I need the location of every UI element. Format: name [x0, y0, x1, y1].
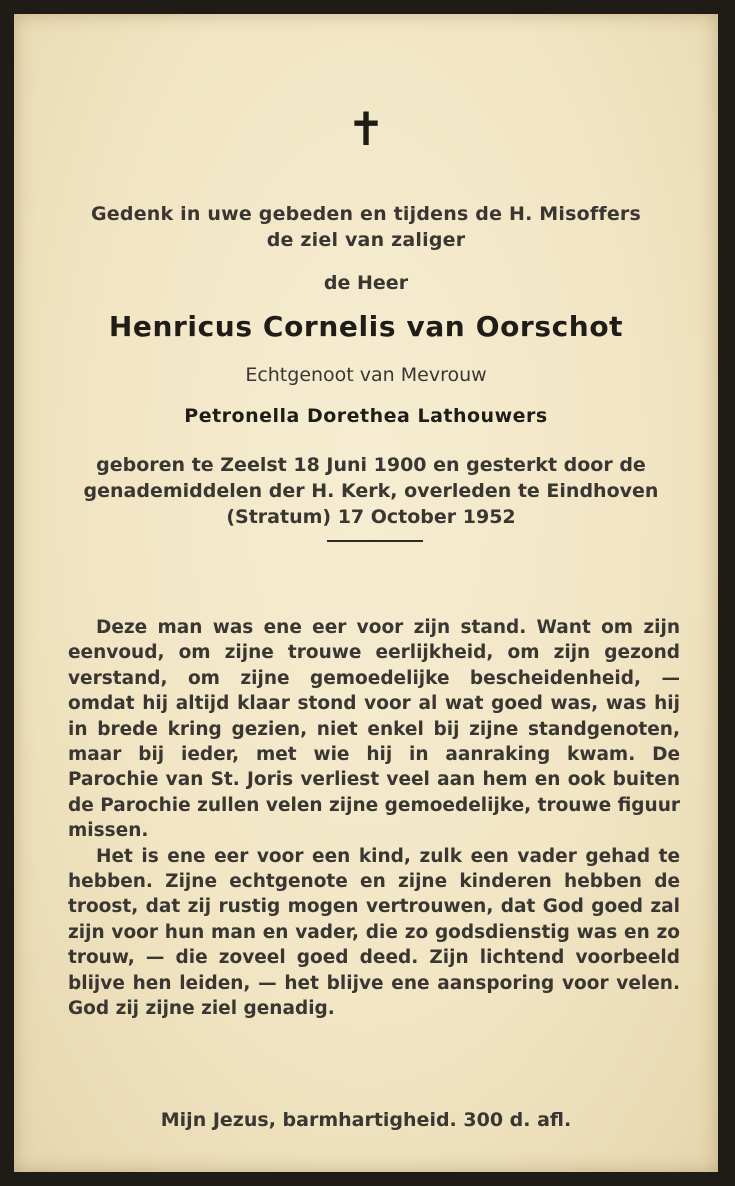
spouse-label: Echtgenoot van Mevrouw	[245, 364, 487, 386]
tribute-paragraph-2: Het is ene eer voor een kind, zulk een vader gehad te hebben. Zijne echtgenote en zijne kinderen hebben de troost, dat zij rustig mogen vertrouwen, dat God goed zal zijn voor hun man en vader, die zo godsdienstig was en zo trouw, — die zoveel goed deed. Zijn lichtend voorbeeld blijve hen leiden, — het blijve ene aansporing voor velen. God zij zijne ziel genadig.	[68, 845, 680, 1020]
life-details: geboren te Zeelst 18 Juni 1900 en gesterkt door de genademiddelen der H. Kerk, overleden te Eindhoven (Stratum) 17 October 1952	[83, 454, 659, 528]
spouse-name: Petronella Dorethea Lathouwers	[184, 405, 548, 427]
deceased-name: Henricus Cornelis van Oorschot	[108, 310, 624, 343]
memorial-card	[14, 14, 718, 1172]
tribute-text	[68, 615, 680, 1022]
tribute-paragraph-1: Deze man was ene eer voor zijn stand. Want om zijn eenvoud, om zijne trouwe eerlijkheid, om zijn gezond verstand, om zijne gemoedelijke bescheidenheid, — omdat hij altijd klaar stond voor al wat goed was, was hij in brede kring gezien, niet enkel bij zijne standgenoten, maar bij ieder, met wie hij in aanraking kwam. De Parochie van St. Joris verliest veel aan hem en ook buiten de Parochie zullen velen zijne gemoedelijke, trouwe figuur missen.	[68, 617, 680, 842]
cross-icon: ✝	[346, 102, 386, 156]
closing-prayer: Mijn Jezus, barmhartigheid. 300 d. afl.	[160, 1109, 572, 1131]
prayer-line-1: Gedenk in uwe gebeden en tijdens de H. Misoffers	[91, 203, 641, 225]
honorific: de Heer	[323, 272, 409, 294]
prayer-heading	[44, 201, 688, 253]
prayer-line-2: de ziel van zaliger	[266, 229, 466, 251]
divider-line	[327, 540, 423, 542]
